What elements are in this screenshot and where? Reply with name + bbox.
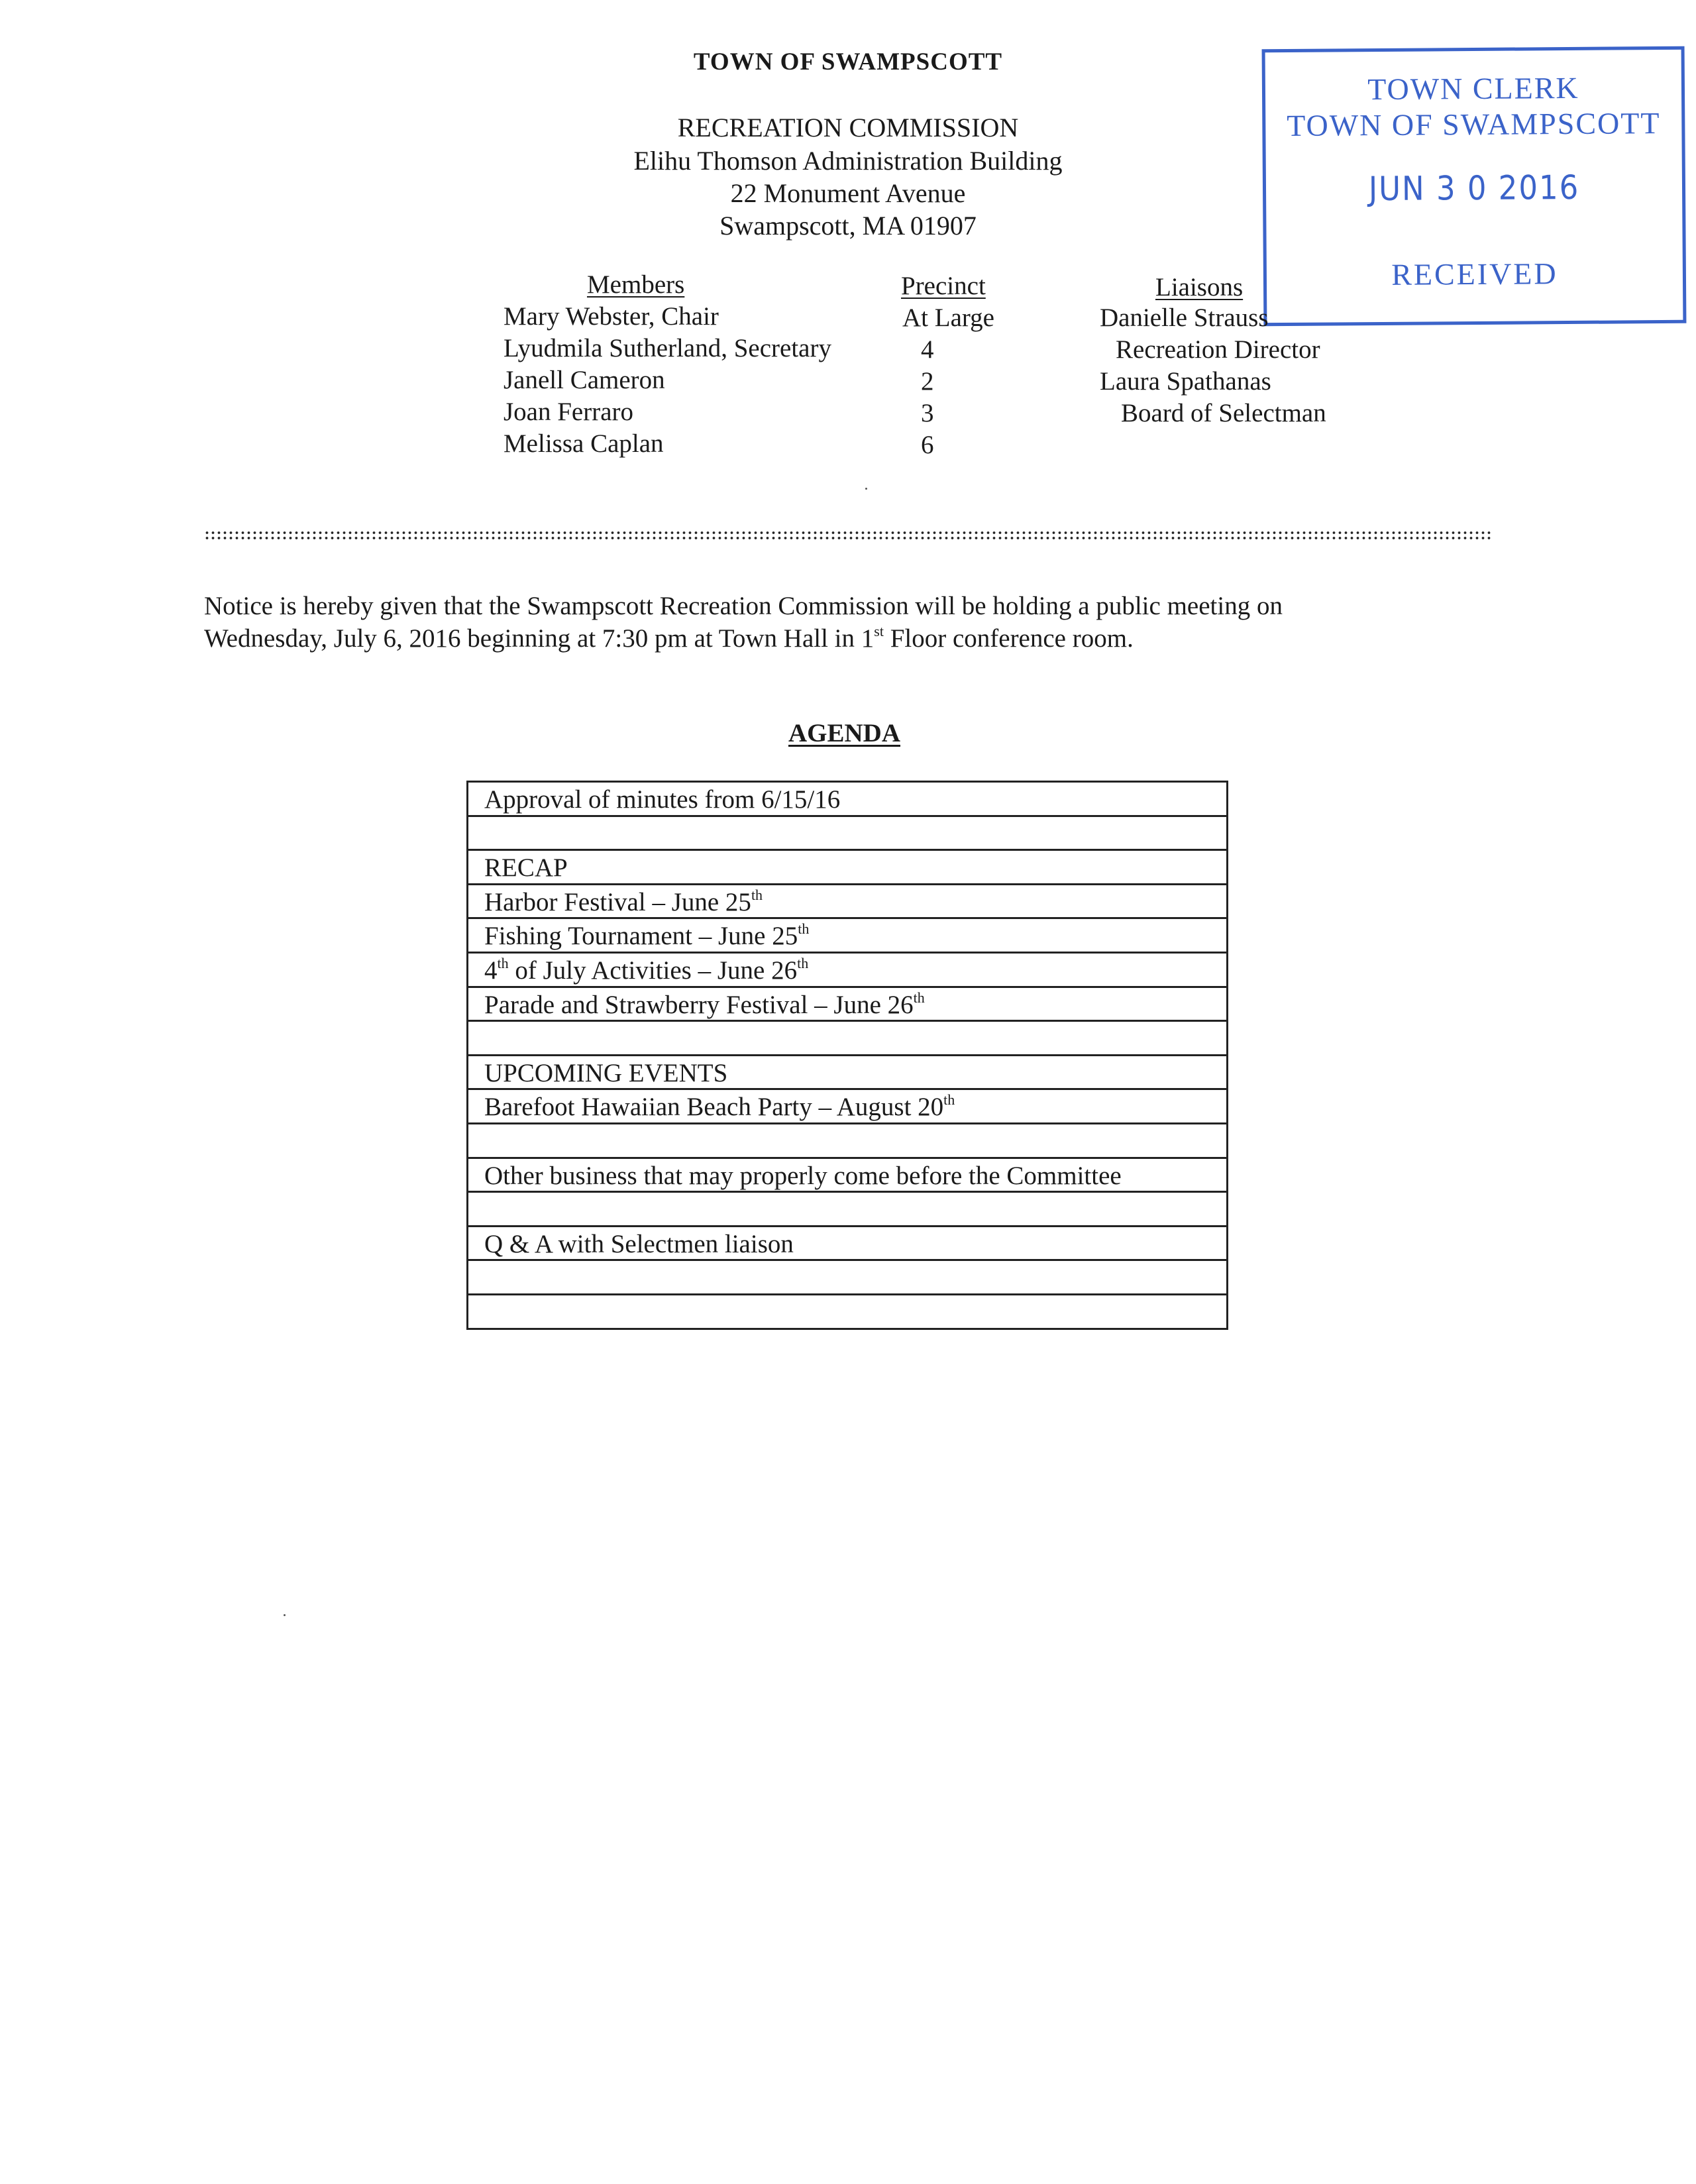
agenda-row	[468, 1227, 1226, 1262]
agenda-row	[468, 1056, 1226, 1091]
notice-line-2-rest: Floor conference room.	[883, 624, 1134, 653]
ordinal-suffix: th	[797, 954, 809, 971]
agenda-item-text: RECAP	[484, 853, 568, 883]
agenda-item-text: Fishing Tournament – June 25	[484, 922, 798, 951]
commission-name: RECREATION COMMISSION	[677, 113, 1019, 142]
agenda-row	[468, 1295, 1226, 1330]
ordinal-suffix: th	[913, 989, 925, 1006]
member-precinct: 3	[921, 399, 934, 427]
agenda-row	[468, 885, 1226, 920]
agenda-row	[468, 1159, 1226, 1193]
agenda-item-text: Harbor Festival – June 25	[484, 887, 751, 916]
member-precinct: 4	[921, 335, 934, 364]
agenda-row	[468, 851, 1226, 885]
ordinal-suffix: th	[497, 954, 509, 971]
building-name: Elihu Thomson Administration Building	[633, 146, 1063, 176]
scan-speck	[865, 488, 867, 490]
ordinal-suffix: th	[751, 886, 763, 903]
liaisons-heading: Liaisons	[1155, 273, 1244, 301]
agenda-row	[468, 1090, 1226, 1124]
agenda-row	[468, 988, 1226, 1022]
scan-speck	[284, 1614, 286, 1616]
stamp-line-1: TOWN CLERK	[1367, 70, 1579, 107]
notice-line-1: Notice is hereby given that the Swampscott Recreation Commission will be holding a public meeting on	[204, 592, 1283, 620]
member-precinct: At Large	[902, 303, 994, 332]
liaison-role: Board of Selectman	[1121, 399, 1326, 427]
agenda-row	[468, 1193, 1226, 1227]
agenda-row	[468, 954, 1226, 988]
agenda-row	[468, 1124, 1226, 1159]
agenda-item-text: Other business that may properly come before the Committee	[484, 1161, 1122, 1190]
street-address: 22 Monument Avenue	[730, 178, 966, 208]
member-name: Janell Cameron	[504, 366, 665, 394]
agenda-row	[468, 817, 1226, 851]
stamp-line-2: TOWN OF SWAMPSCOTT	[1287, 106, 1661, 142]
dotted-divider	[204, 530, 1492, 541]
ordinal-suffix: th	[798, 920, 810, 938]
town-clerk-received-stamp	[1262, 46, 1687, 326]
notice-line-2	[204, 622, 1463, 655]
member-name: Mary Webster, Chair	[504, 302, 719, 331]
agenda-row	[468, 1261, 1226, 1295]
ordinal-suffix: th	[943, 1091, 955, 1109]
agenda-item-text: of July Activities – June 26	[508, 956, 798, 985]
liaison-name: Danielle Strauss	[1100, 303, 1269, 332]
agenda-item-text: UPCOMING EVENTS	[484, 1058, 728, 1087]
stamp-status: RECEIVED	[1391, 256, 1558, 292]
liaison-name: Laura Spathanas	[1100, 367, 1271, 396]
meeting-notice	[204, 590, 1463, 655]
stamp-date: JUN 3 0 2016	[1368, 168, 1580, 209]
agenda-item-text: Parade and Strawberry Festival – June 26	[484, 990, 914, 1019]
agenda-row	[468, 919, 1226, 954]
agenda-heading: AGENDA	[788, 719, 901, 747]
notice-line-2-text: Wednesday, July 6, 2016 beginning at 7:30 pm at Town Hall in 1	[204, 624, 874, 653]
town-title: TOWN OF SWAMPSCOTT	[693, 48, 1003, 76]
agenda-row	[468, 1022, 1226, 1056]
precinct-heading: Precinct	[901, 272, 986, 300]
members-heading: Members	[587, 270, 685, 299]
liaison-role: Recreation Director	[1116, 335, 1320, 364]
agenda-table	[466, 781, 1228, 1330]
agenda-item-text: Barefoot Hawaiian Beach Party – August 20	[484, 1093, 944, 1122]
city-address: Swampscott, MA 01907	[719, 211, 977, 241]
ordinal-suffix: st	[874, 623, 884, 639]
member-name: Lyudmila Sutherland, Secretary	[504, 334, 831, 362]
agenda-item-text: 4	[484, 956, 498, 985]
member-precinct: 2	[921, 367, 934, 396]
member-name: Melissa Caplan	[504, 429, 664, 458]
agenda-row	[468, 783, 1226, 817]
member-name: Joan Ferraro	[504, 398, 634, 426]
agenda-item-text: Approval of minutes from 6/15/16	[484, 785, 841, 814]
agenda-item-text: Q & A with Selectmen liaison	[484, 1229, 794, 1258]
member-precinct: 6	[921, 431, 934, 459]
